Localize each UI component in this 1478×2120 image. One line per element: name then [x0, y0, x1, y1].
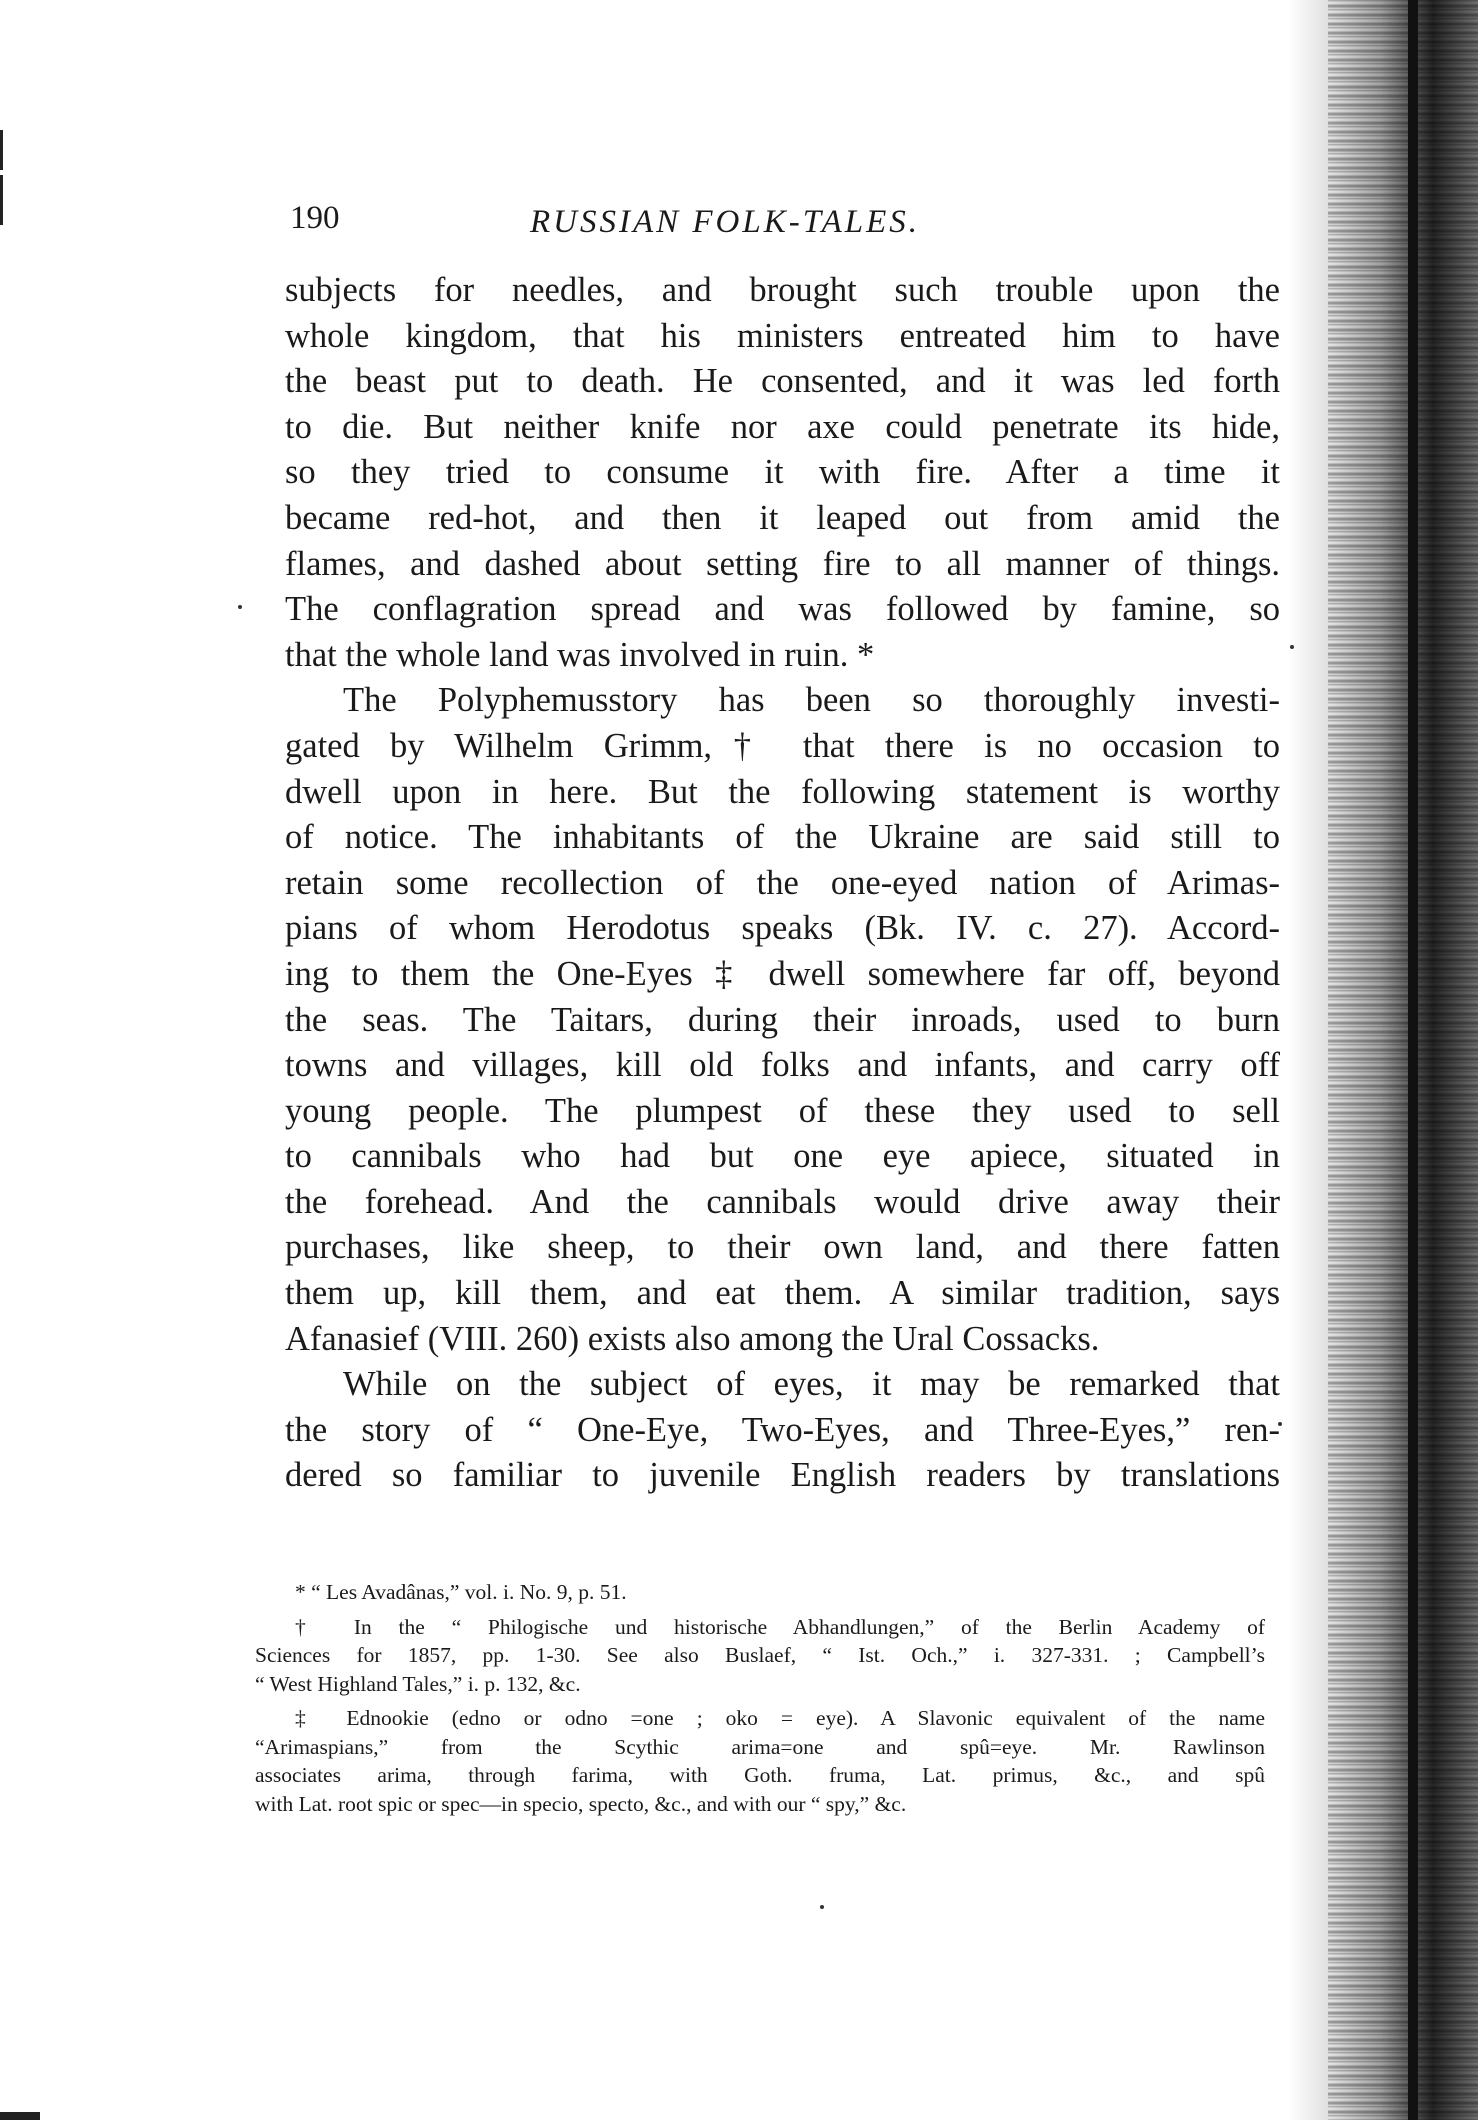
- text-line: the forehead. And the cannibals would drive away their: [285, 1182, 1280, 1221]
- footnote-line: * “ Les Avadânas,” vol. i. No. 9, p. 51.: [295, 1580, 627, 1604]
- body-text: [285, 268, 1280, 1499]
- footnote-line: ‡ Ednookie (edno or odno =one ; oko = eye). A Slavonic equivalent of the name: [295, 1706, 1265, 1730]
- scan-edge-mark: [0, 175, 3, 225]
- footnote-line: associates arima, through farima, with Goth. fruma, Lat. primus, &c., and spû: [255, 1763, 1265, 1787]
- text-line: dered so familiar to juvenile English readers by translations: [285, 1456, 1280, 1495]
- speck: [1290, 645, 1294, 649]
- footnote-line: “ West Highland Tales,” i. p. 132, &c.: [255, 1671, 581, 1696]
- footnote-line: with Lat. root spic or spec—in specio, specto, &c., and with our “ spy,” &c.: [255, 1791, 907, 1816]
- footnotes: [255, 1578, 1265, 1818]
- running-title: RUSSIAN FOLK-TALES.: [530, 204, 921, 240]
- text-line: them up, kill them, and eat them. A similar tradition, says: [285, 1274, 1280, 1313]
- text-line: became red-hot, and then it leaped out from amid the: [285, 498, 1280, 537]
- text-line: that the whole land was involved in ruin. *: [285, 635, 875, 674]
- scan-edge-mark: [0, 2112, 40, 2120]
- text-line: so they tried to consume it with fire. After a time it: [285, 453, 1280, 492]
- scan-edge-mark: [0, 130, 3, 170]
- text-line: pians of whom Herodotus speaks (Bk. IV. c. 27). Accord-: [285, 909, 1280, 948]
- text-line: the seas. The Taitars, during their inroads, used to burn: [285, 1000, 1280, 1039]
- text-line: purchases, like sheep, to their own land, and there fatten: [285, 1228, 1280, 1267]
- page-number: 190: [290, 200, 340, 236]
- page-header: [290, 200, 1270, 250]
- binding-shadow: [1288, 0, 1328, 2120]
- binding-edge: [1408, 0, 1418, 2120]
- footnote-line: Sciences for 1857, pp. 1-30. See also Buslaef, “ Ist. Och.,” i. 327-331. ; Campbell’s: [255, 1643, 1265, 1667]
- text-line: to die. But neither knife nor axe could penetrate its hide,: [285, 407, 1280, 446]
- book-binding-gutter: [1328, 0, 1478, 2120]
- text-line: While on the subject of eyes, it may be remarked that: [343, 1365, 1280, 1404]
- text-line: towns and villages, kill old folks and infants, and carry off: [285, 1046, 1280, 1085]
- footnote-line: “Arimaspians,” from the Scythic arima=one and spû=eye. Mr. Rawlinson: [255, 1734, 1265, 1759]
- footnote-line: † In the “ Philogische und historische Abhandlungen,” of the Berlin Academy of: [295, 1614, 1265, 1639]
- text-line: ing to them the One-Eyes ‡ dwell somewhere far off, beyond: [285, 954, 1280, 993]
- speck: [238, 605, 242, 609]
- text-line: Afanasief (VIII. 260) exists also among the Ural Cossacks.: [285, 1319, 1100, 1358]
- text-line: the story of “ One-Eye, Two-Eyes, and Three-Eyes,” ren-: [285, 1410, 1280, 1449]
- text-line: the beast put to death. He consented, and it was led forth: [285, 362, 1280, 401]
- text-line: subjects for needles, and brought such trouble upon the: [285, 271, 1280, 309]
- text-line: gated by Wilhelm Grimm,† that there is no occasion to: [285, 726, 1280, 765]
- text-line: of notice. The inhabitants of the Ukraine are said still to: [285, 818, 1280, 857]
- text-line: young people. The plumpest of these they used to sell: [285, 1091, 1280, 1130]
- text-line: retain some recollection of the one-eyed nation of Arimas-: [285, 863, 1280, 902]
- speck: [820, 1905, 824, 1909]
- text-line: dwell upon in here. But the following statement is worthy: [285, 772, 1280, 811]
- text-line: flames, and dashed about setting fire to all manner of things.: [285, 544, 1280, 583]
- text-line: whole kingdom, that his ministers entreated him to have: [285, 316, 1280, 355]
- text-line: The Polyphemusstory has been so thoroughly investi-: [343, 681, 1280, 720]
- text-line: The conflagration spread and was followed by famine, so: [285, 590, 1280, 629]
- text-line: to cannibals who had but one eye apiece, situated in: [285, 1137, 1280, 1176]
